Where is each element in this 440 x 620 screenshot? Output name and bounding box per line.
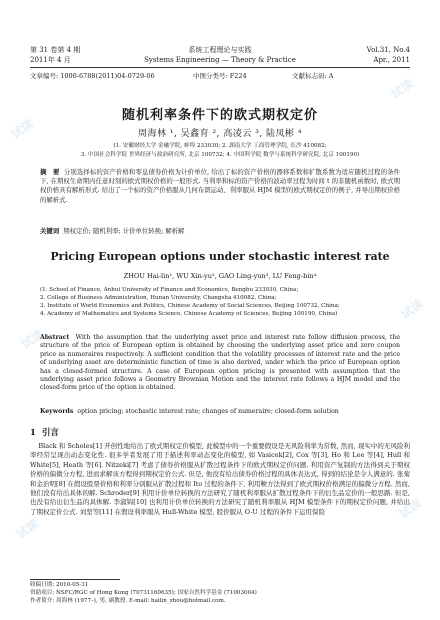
footnote-received: 收稿日期: 2010-05-31: [30, 582, 89, 588]
watermark: 试读: [18, 326, 47, 352]
article-id: 文章编号: 1000-6788(2011)04-0729-06: [30, 72, 155, 80]
title-en: Pricing European options under stochastic interest rate: [50, 250, 390, 263]
affiliation-en-3: 3. Institute of World Economics and Politics, Chinese Academy of Social Sciences, Beijing 100732, China;: [40, 303, 340, 309]
watermark: 试读: [388, 76, 417, 102]
footnote-fund: 资助项目: NSFC/RGC of Hong Kong (70731160635); 国家自然科学基金 (71003004): [30, 590, 257, 596]
section-number: 1: [30, 428, 36, 438]
intro-text: Black 和 Scholes[1] 开创性地给出了欧式期权定价模型, 此模型中的一个重要假设是无风险利率为常数, 然而, 现实中的无风险利率经常呈现出动态变化性. 很多学者发展了用于描述利率动态变化的模型, 如 Vasicek[2], Cox 等[3], Ho 和 Lee 等[4], Hull 和 White[5], Heath 等[6]. Nitzeki[7] 考虑了债券价格服从扩散过程条件下的欧式期权定价问题. 利用资产复制的方法得到关于期权价格的偏微分方程, 进而求解该方程得到期权定价公式. 但是, 他没有给出债券价格过程的具体表达式, 得到的结论是令人满意的. 张菊和金治明[8] 在假设股票价格和利率分别服从扩散过程和 Ito 过程的条件下, 利用鞅方法得到了欧式期权价格满足的偏微分方程. 然而, 他们没有给出具体的解. Schroder[9] 利用计价单位转换的方法研究了随机利率服从扩散过程条件下的衍生品定价的一般思路. 但是, 也没有给出衍生品的具体解. 李淑锦[10] 也利用计价单位转换的方法研究了随机利率服从 HJM 模型条件下的期权定价问题, 并给出了期权定价公式. 刘坚等[11] 在假设利率服从 Hull-White 模型, 股价服从 O-U 过程的条件下运用保险: [30, 442, 410, 516]
document-code: 文献标志码: A: [292, 72, 334, 80]
journal-name-cn: 系统工程理论与实践: [188, 46, 252, 54]
journal-name-en: Systems Engineering — Theory & Practice: [144, 56, 296, 64]
section-title: 引言: [41, 428, 59, 438]
affiliation-en-4: 4. Academy of Mathematics and Systems Science, Chinese Academy of Sciences, Beijing 100190, China): [40, 311, 338, 317]
authors-cn: 周海林 ¹, 吴鑫育 ², 高凌云 ³, 陆凤彬 ⁴: [137, 129, 303, 139]
abstract-cn-text: 分别选择标的资产价格和零息债券价格为计价单位, 给出了标的资产价格的漂移系数和扩散系数为适应随机过程的条件下, 在期权生命期内任意时刻的欧式期权价格的一般形式. 当利率和标的资产价格的波动率过程为时间 t 的非随机函数时, 欧式期权价格具有解析形式. 给出了一个标的资产价格服从几何布朗运动、利率服从 HJM 模型的欧式期权定价的例子, 并导出期权价格的解析式.: [40, 168, 401, 204]
watermark: 试读: [398, 296, 427, 322]
keywords-en: [40, 408, 400, 416]
abstract-cn: [40, 168, 400, 205]
keywords-en-text: option pricing; stochastic interest rate; changes of numeraire; closed-form solution: [77, 408, 339, 415]
date-cn: 2011年 4 月: [30, 56, 71, 64]
header-rule: [30, 67, 410, 68]
volume-issue: 第 31 卷第 4 期: [30, 46, 81, 54]
affiliation-en-2: 2. College of Business Administration, Hunan University, Changsha 410082, China;: [40, 295, 277, 301]
watermark: 试读: [396, 496, 425, 522]
watermark: 试读: [8, 116, 37, 142]
abstract-cn-label: 摘 要: [40, 168, 60, 176]
footnote-author: 作者简介: 周海林 (1977–), 男, 副教授. E-mail: hailin_zhou@hotmail.com.: [30, 598, 226, 604]
watermark: 试读: [13, 516, 42, 542]
title-cn: 随机利率条件下的欧式期权定价: [121, 108, 318, 123]
keywords-cn: [40, 227, 400, 236]
affiliation-cn-1: (1. 安徽财经大学 金融学院, 蚌埠 233030; 2. 湖南大学 工商管理学院, 长沙 410082;: [113, 143, 327, 149]
keywords-cn-text: 期权定价; 随机利率; 计价单位转换; 解析解: [63, 227, 185, 235]
clc-number: 中图分类号: F224: [193, 72, 247, 80]
affiliation-cn-2: 3. 中国社会科学院 世界经济与政治研究所, 北京 100732; 4. 中国科学院 数学与系统科学研究院, 北京 100190): [80, 152, 360, 158]
keywords-en-label: Keywords: [40, 408, 74, 415]
keywords-cn-label: 关键词: [40, 227, 60, 235]
abstract-en-label: Abstract: [40, 334, 70, 341]
abstract-en-text: With the assumption that the underlying asset price and interest rate follow diffusion process, the structure of the price of European option is obtained by choosing the underlying asset price and zero coupon price as numeraires respectively. A sufficient condition that the volatility processes of interest rate and the price of underlying asset are deterministic function of time is also derived, under which the price of European option has a closed-formed structure. A case of European option pricing is presented with assumption that the underlying asset price follows a Geometry Brownian Motion and the interest rate follows a HJM model and the closed-form price of the option is obtained.: [40, 334, 400, 392]
affiliation-en-1: (1. School of Finance, Anhui University of Finance and Economics, Bengbu 233030, China;: [40, 287, 299, 293]
intro-paragraph: [30, 442, 410, 517]
section-heading: [30, 426, 59, 438]
footnote-rule: [30, 579, 120, 580]
abstract-en: [40, 334, 400, 393]
authors-en: ZHOU Hai-lin¹, WU Xin-yu², GAO Ling-yun³, LU Feng-bin⁴: [123, 272, 317, 280]
date-en: Apr., 2011: [373, 56, 410, 64]
volume-issue-en: Vol.31, No.4: [366, 46, 410, 54]
